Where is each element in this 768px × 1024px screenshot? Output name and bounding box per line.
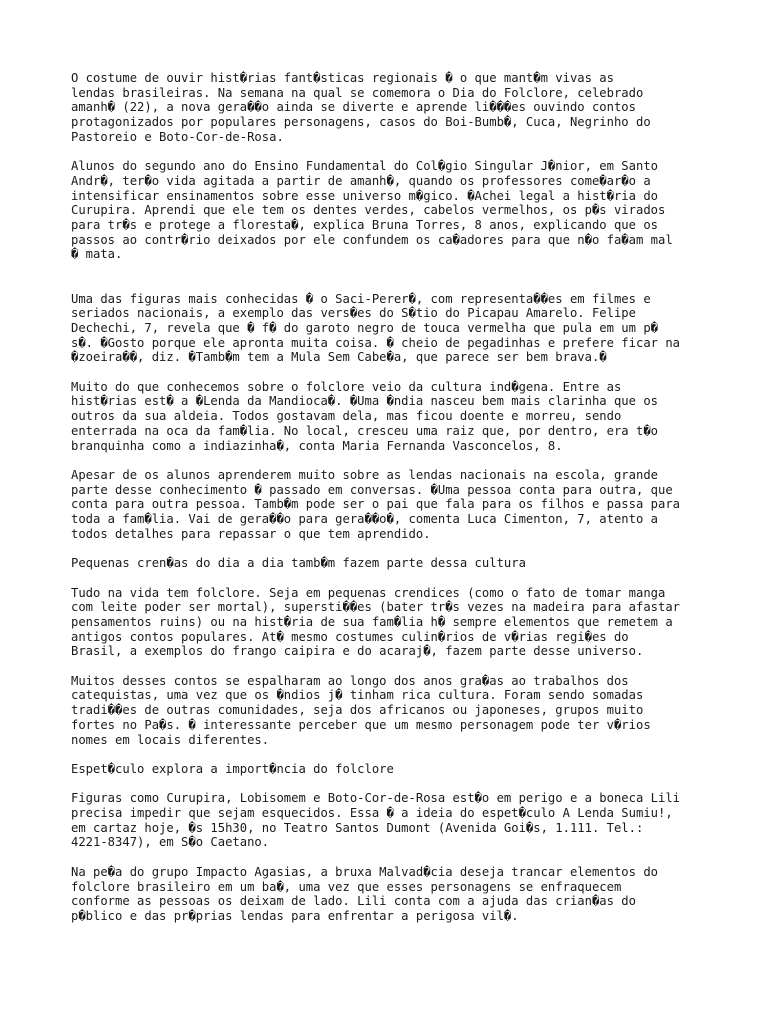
- paragraph-spacer: [71, 571, 701, 586]
- paragraph-spacer: [71, 365, 701, 380]
- paragraph-spacer: [71, 777, 701, 792]
- document-body: [71, 71, 701, 924]
- paragraph-spacer: [71, 850, 701, 865]
- paragraph-curupira: Alunos do segundo ano do Ensino Fundamental do Col�gio Singular J�nior, em Santo Andr�, ter�o vida agitada a partir de amanh�, quando os professores come�ar�o a intensificar ensinamentos sobre esse universo m�gico. �Achei legal a hist�ria do Curupira. Aprendi que ele tem os dentes verdes, cabelos vermelhos, os p�s virados para tr�s e protege a floresta�, explica Bruna Torres, 8 anos, explicando que os passos ao contr�rio deixados por ele confundem os ca�adores para que n�o fa�am mal � mata.: [71, 159, 673, 262]
- paragraph-spacer: [71, 541, 701, 556]
- paragraph-spacer: [71, 747, 701, 762]
- paragraph-malvadacia: Na pe�a do grupo Impacto Agasias, a bruxa Malvad�cia deseja trancar elementos do folclore brasileiro em um ba�, uma vez que esses personagens se enfraquecem conforme as pessoas os deixam de lado. Lili conta com a ajuda das crian�as do p�blico e das pr�prias lendas para enfrentar a perigosa vil�.: [71, 864, 658, 923]
- subheading-espetaculo: Espet�culo explora a import�ncia do folclore: [71, 761, 394, 776]
- paragraph-spacer: [71, 145, 701, 160]
- paragraph-spacer: [71, 659, 701, 674]
- paragraph-mandioca: Muito do que conhecemos sobre o folclore veio da cultura ind�gena. Entre as hist�rias est� a �Lenda da Mandioca�. �Uma �ndia nasceu bem mais clarinha que os outros da sua aldeia. Todos gostavam dela, mas ficou doente e morreu, sendo enterrada na oca da fam�lia. No local, cresceu uma raiz que, por dentro, era t�o branquinha como a indiazinha�, conta Maria Fernanda Vasconcelos, 8.: [71, 379, 658, 453]
- paragraph-catequistas: Muitos desses contos se espalharam ao longo dos anos gra�as ao trabalhos dos catequistas, uma vez que os �ndios j� tinham rica cultura. Foram sendo somadas tradi��es de outras comunidades, seja dos africanos ou japoneses, grupos muito fortes no Pa�s. � interessante perceber que um mesmo personagem pode ter v�rios nomes em locais diferentes.: [71, 673, 651, 747]
- paragraph-lenda-sumiu: Figuras como Curupira, Lobisomem e Boto-Cor-de-Rosa est�o em perigo e a boneca Lili precisa impedir que sejam esquecidos. Essa � a ideia do espet�culo A Lenda Sumiu!, em cartaz hoje, �s 15h30, no Teatro Santos Dumont (Avenida Goi�s, 1.111. Tel.: 4221-8347), em S�o Caetano.: [71, 791, 681, 850]
- paragraph-conversas: Apesar de os alunos aprenderem muito sobre as lendas nacionais na escola, grande parte desse conhecimento � passado em conversas. �Uma pessoa conta para outra, que conta para outra pessoa. Tamb�m pode ser o pai que fala para os filhos e passa para toda a fam�lia. Vai de gera��o para gera��o�, comenta Luca Cimenton, 7, atento a todos detalhes para repassar o que tem aprendido.: [71, 467, 681, 541]
- paragraph-intro: O costume de ouvir hist�rias fant�sticas regionais � o que mant�m vivas as lendas brasileiras. Na semana na qual se comemora o Dia do Folclore, celebrado amanh� (22), a nova gera��o ainda se diverte e aprende li���es ouvindo contos protagonizados por populares personagens, casos do Boi-Bumb�, Cuca, Negrinho do Pastoreio e Boto-Cor-de-Rosa.: [71, 71, 651, 144]
- paragraph-spacer: [71, 453, 701, 468]
- paragraph-spacer: [71, 262, 701, 291]
- paragraph-saci: Uma das figuras mais conhecidas � o Saci-Perer�, com representa��es em filmes e seriados nacionais, a exemplo das vers�es do S�tio do Picapau Amarelo. Felipe Dechechi, 7, revela que � f� do garoto negro de touca vermelha que pula em um p� s�. �Gosto porque ele apronta muita coisa. � cheio de pegadinhas e prefere ficar na �zoeira��, diz. �Tamb�m tem a Mula Sem Cabe�a, que parece ser bem brava.�: [71, 291, 681, 365]
- subheading-crencas: Pequenas cren�as do dia a dia tamb�m fazem parte dessa cultura: [71, 556, 526, 571]
- paragraph-crendices: Tudo na vida tem folclore. Seja em pequenas crendices (como o fato de tomar manga com leite poder ser mortal), supersti��es (bater tr�s vezes na madeira para afastar pensamentos ruins) ou na hist�ria de sua fam�lia h� sempre elementos que remetem a antigos contos populares. At� mesmo costumes culin�rios de v�rias regi�es do Brasil, a exemplos do frango caipira e do acaraj�, fazem parte desse universo.: [71, 585, 681, 659]
